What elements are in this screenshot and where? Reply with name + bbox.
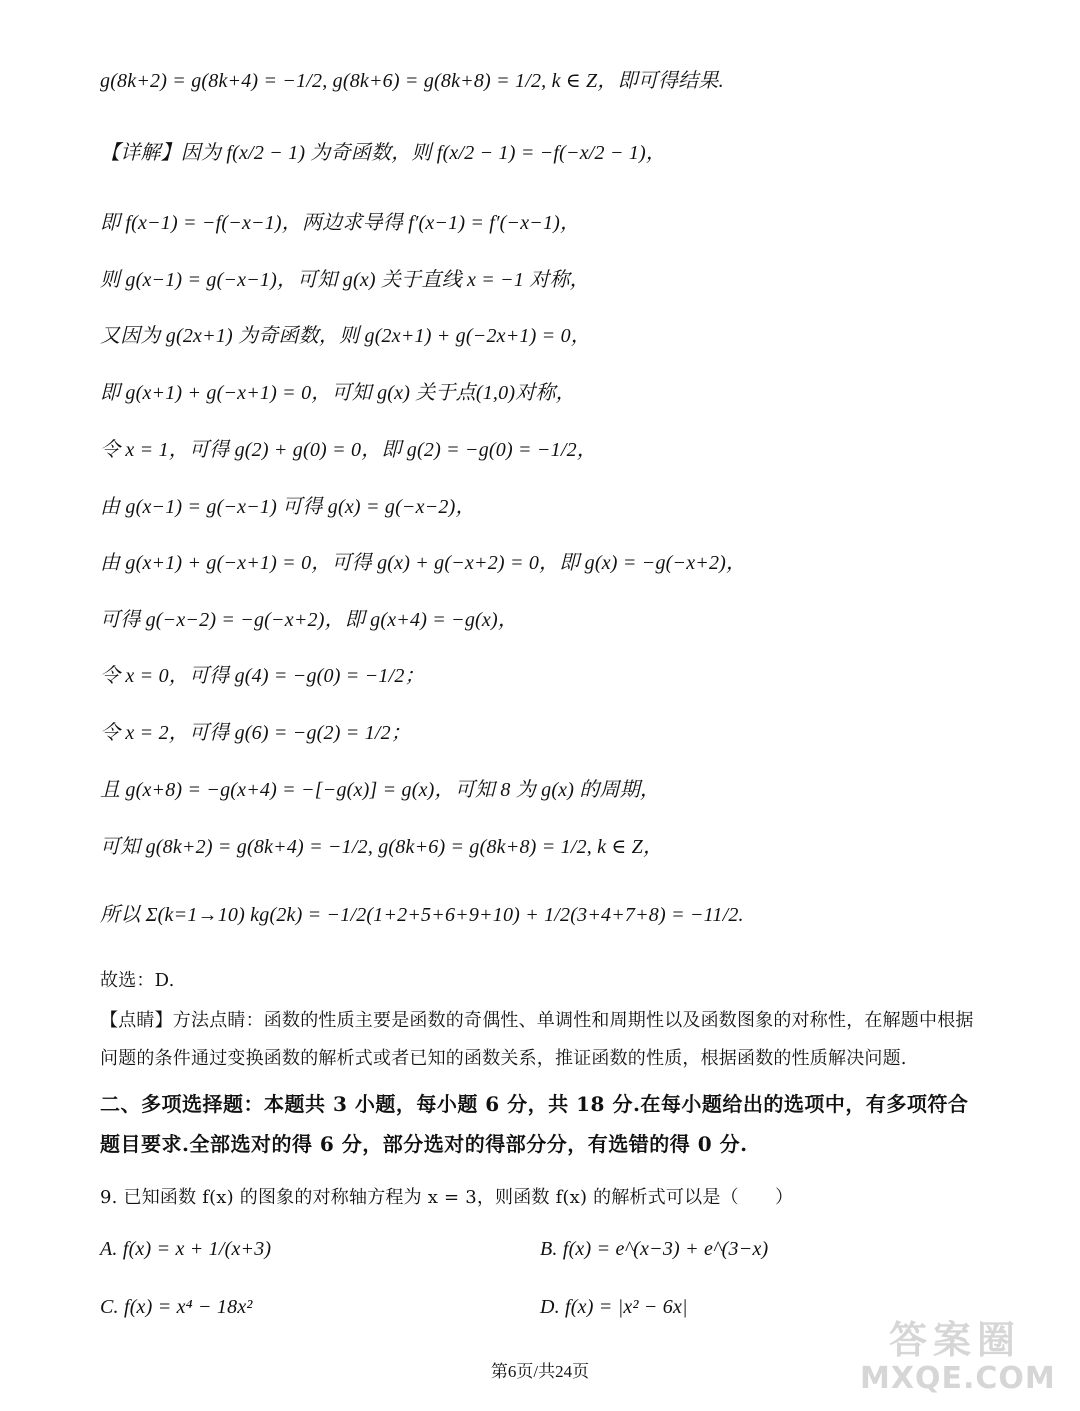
solution-line-13: 且 g(x+8) = −g(x+4) = −[−g(x)] = g(x)，可知 8 为 g(x) 的周期， — [100, 779, 661, 801]
solution-line-14: 可知 g(8k+2) = g(8k+4) = −1/2, g(8k+6) = g(8k+8) = 1/2, k ∈ Z， — [100, 836, 664, 858]
solution-line-4: 则 g(x−1) = g(−x−1)，可知 g(x) 关于直线 x = −1 对称， — [100, 269, 590, 291]
option-a: A. f(x) = x + 1/(x+3) — [100, 1238, 272, 1260]
answer-line: 故选：D. — [100, 970, 175, 991]
solution-line-11: 令 x = 0，可得 g(4) = −g(0) = −1/2； — [100, 665, 425, 687]
solution-line-3: 即 f(x−1) = −f(−x−1)，两边求导得 f′(x−1) = f′(−x−1)， — [100, 212, 581, 234]
option-b: B. f(x) = e^(x−3) + e^(3−x) — [540, 1238, 769, 1260]
watermark-logo — [860, 1318, 1056, 1398]
option-d: D. f(x) = |x² − 6x| — [540, 1296, 688, 1318]
method-note: 【点睛】方法点睛：函数的性质主要是函数的奇偶性、单调性和周期性以及函数图象的对称性，在解题中根据问题的条件通过变换函数的解析式或者已知的函数关系，推证函数的性质，根据函数的性质解决问题. — [100, 1010, 974, 1069]
solution-line-10: 可得 g(−x−2) = −g(−x+2)，即 g(x+4) = −g(x)， — [100, 609, 519, 631]
solution-line-15: 所以 Σ(k=1→10) kg(2k) = −1/2(1+2+5+6+9+10) + 1/2(3+4+7+8) = −11/2. — [100, 904, 744, 926]
solution-line-9: 由 g(x+1) + g(−x+1) = 0，可得 g(x) + g(−x+2) = 0，即 g(x) = −g(−x+2)， — [100, 552, 747, 574]
solution-line-5: 又因为 g(2x+1) 为奇函数，则 g(2x+1) + g(−2x+1) = 0， — [100, 325, 591, 347]
page-footer: 第6页/共24页 — [490, 1362, 590, 1381]
section-heading: 二、多项选择题：本题共 3 小题，每小题 6 分，共 18 分.在每小题给出的选项中，有多项符合题目要求.全部选对的得 6 分，部分选对的得部分分，有选错的得 0 分. — [100, 1092, 969, 1156]
watermark-top: 答案圈 — [888, 1318, 1021, 1362]
solution-line-6: 即 g(x+1) + g(−x+1) = 0，可知 g(x) 关于点(1,0)对称， — [100, 382, 576, 404]
question-9-stem: 9. 已知函数 f(x) 的图象的对称轴方程为 x = 3，则函数 f(x) 的解析式可以是（ ） — [100, 1187, 794, 1208]
watermark-bottom: MXQE.COM — [860, 1361, 1056, 1396]
solution-line-12: 令 x = 2，可得 g(6) = −g(2) = 1/2； — [100, 722, 412, 744]
solution-line-1: g(8k+2) = g(8k+4) = −1/2, g(8k+6) = g(8k+8) = 1/2, k ∈ Z，即可得结果. — [100, 70, 724, 92]
option-c: C. f(x) = x⁴ − 18x² — [100, 1296, 253, 1318]
solution-line-2: 【详解】因为 f(x/2 − 1) 为奇函数，则 f(x/2 − 1) = −f(−x/2 − 1)， — [100, 142, 667, 164]
solution-line-7: 令 x = 1，可得 g(2) + g(0) = 0，即 g(2) = −g(0) = −1/2， — [100, 439, 597, 461]
solution-line-8: 由 g(x−1) = g(−x−1) 可得 g(x) = g(−x−2)， — [100, 496, 476, 518]
